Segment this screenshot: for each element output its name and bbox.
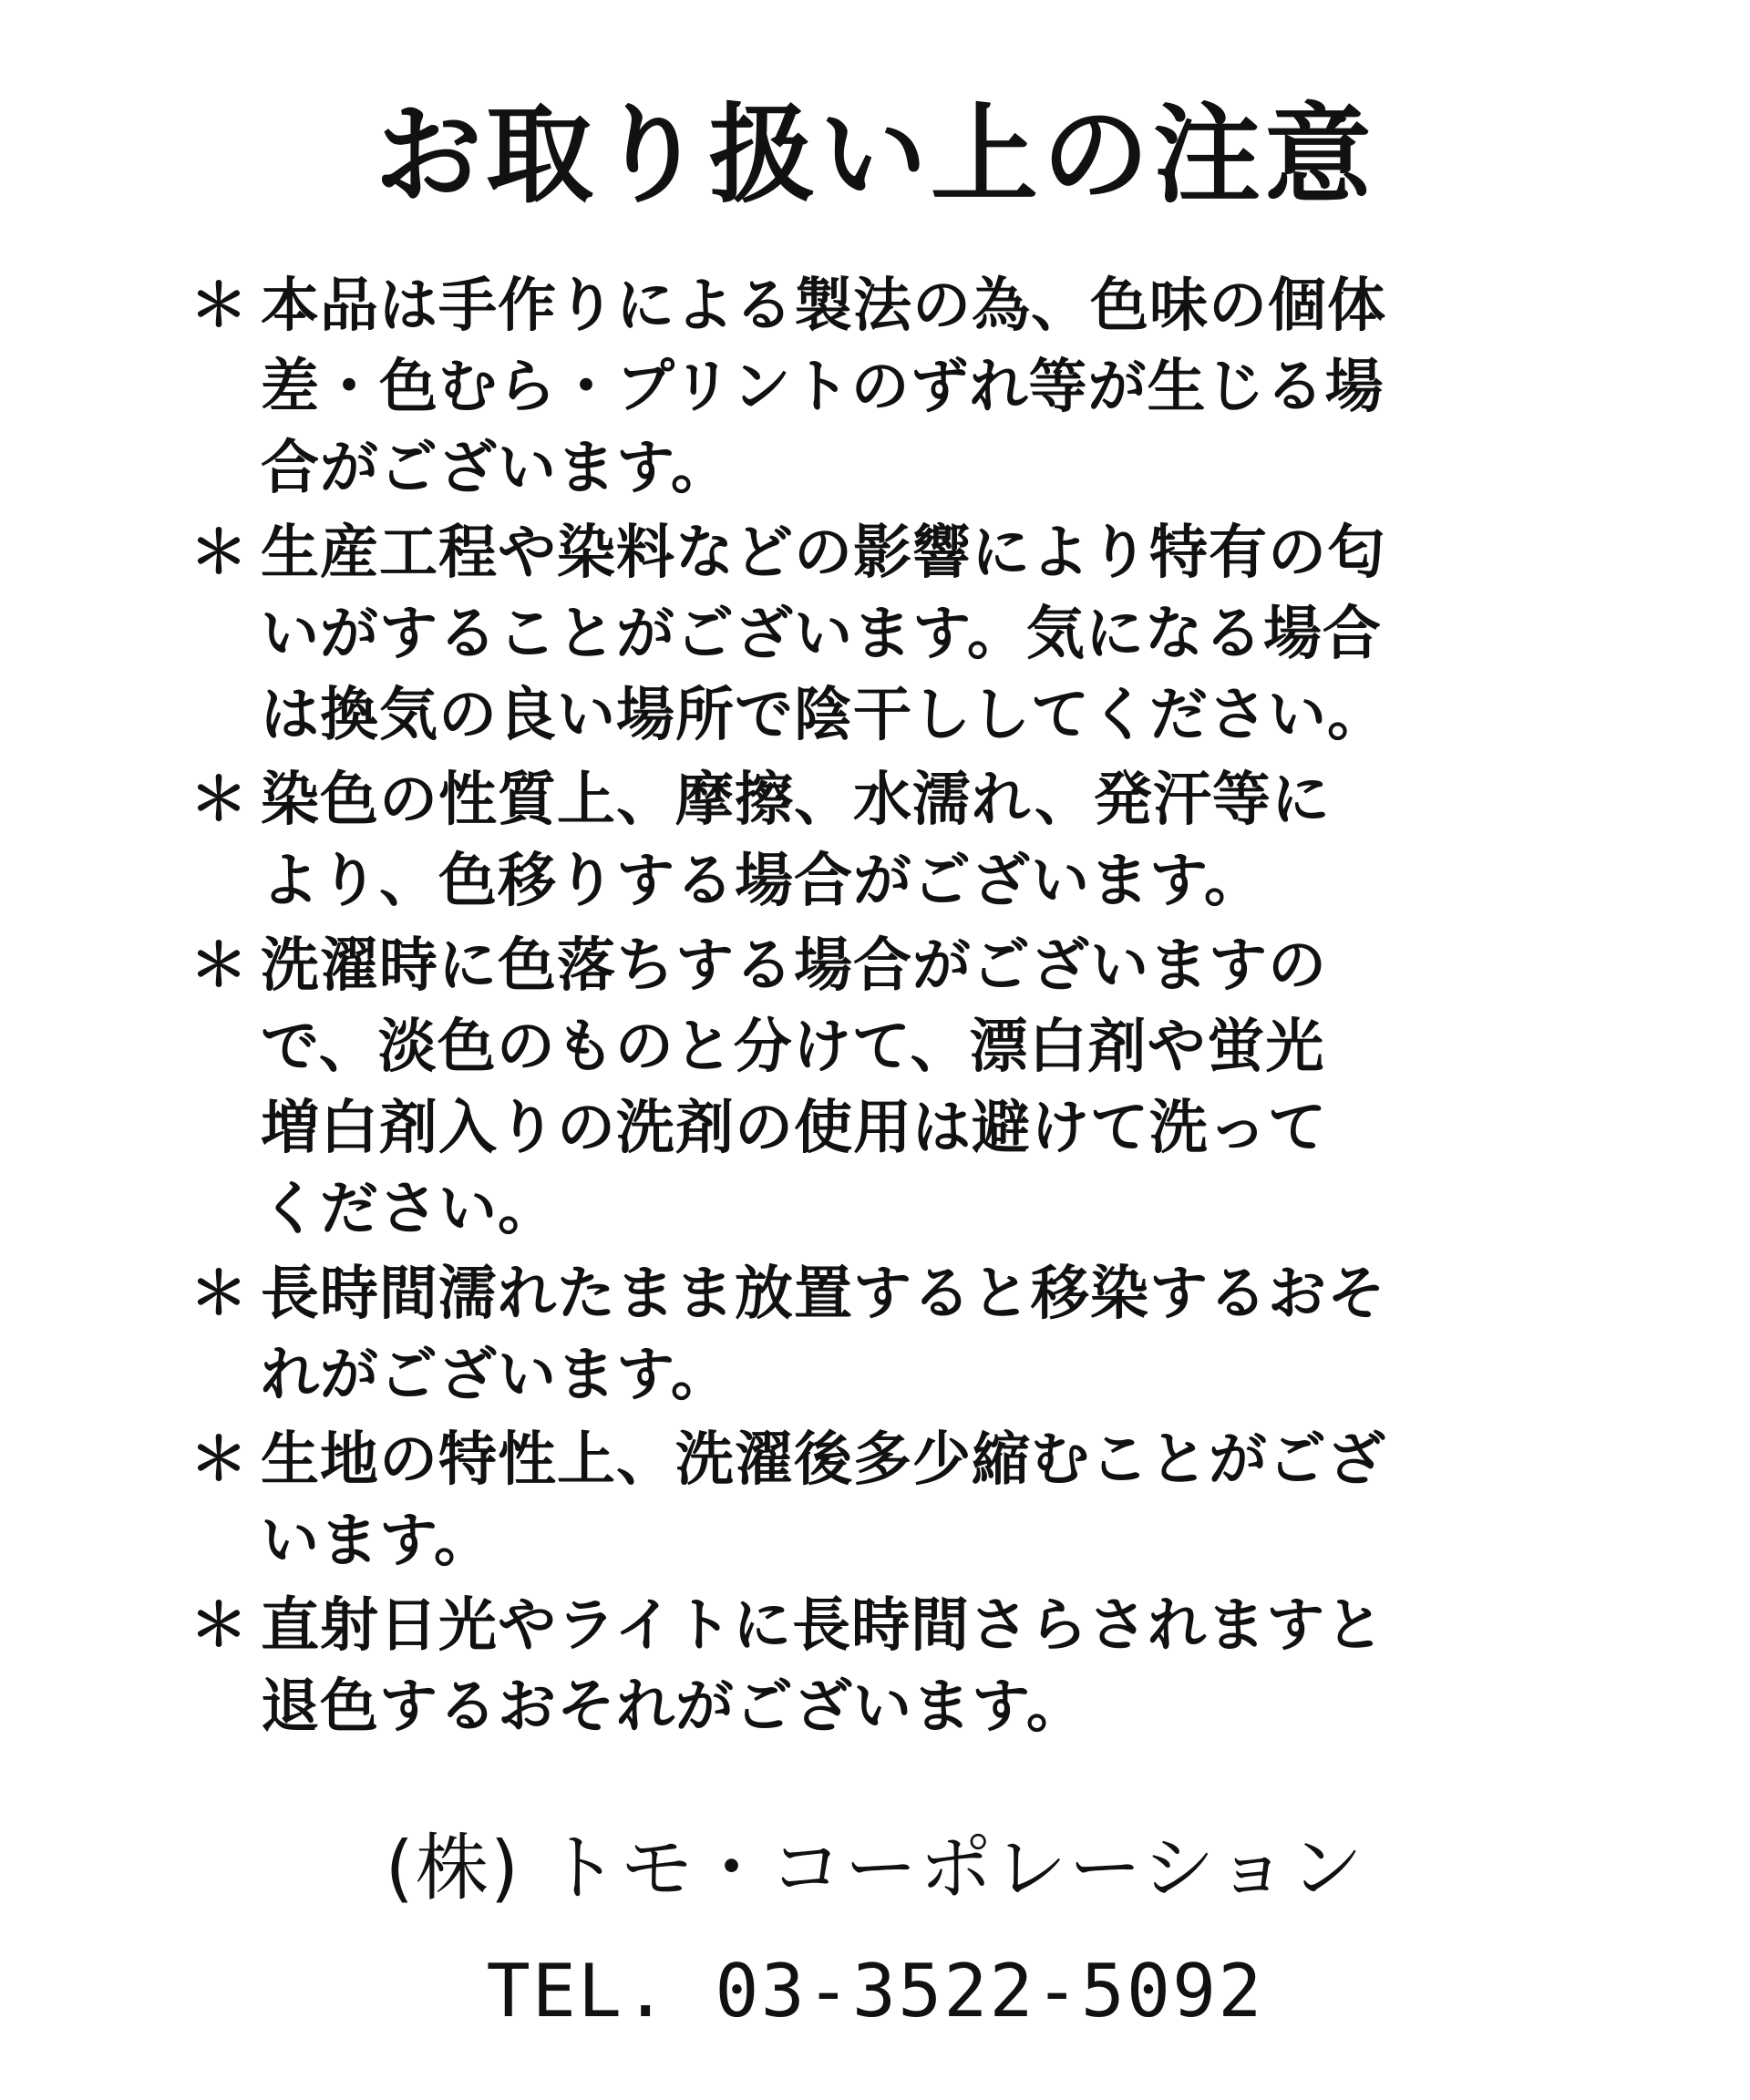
caution-text-line: 染色の性質上、摩擦、水濡れ、発汗等に bbox=[261, 767, 1331, 834]
caution-text-line: れがございます。 bbox=[261, 1342, 730, 1409]
caution-text-line: います。 bbox=[261, 1508, 493, 1575]
caution-text-line: 生産工程や染料などの影響により特有の匂 bbox=[261, 520, 1386, 587]
caution-list bbox=[190, 266, 1575, 1752]
caution-text-line: 差・色むら・プリントのずれ等が生じる場 bbox=[261, 354, 1385, 421]
asterisk-icon: ＊ bbox=[190, 520, 249, 587]
caution-text-line: 長時間濡れたまま放置すると移染するおそ bbox=[261, 1261, 1386, 1328]
caution-item bbox=[190, 926, 1575, 1251]
caution-text-line: は換気の良い場所で陰干ししてください。 bbox=[261, 682, 1386, 749]
asterisk-icon: ＊ bbox=[190, 932, 249, 1000]
caution-item bbox=[190, 266, 1575, 510]
caution-text-line: 本品は手作りによる製法の為、色味の個体 bbox=[261, 273, 1386, 340]
caution-text-line: より、色移りする場合がございます。 bbox=[261, 848, 1263, 915]
caution-text-line: 増白剤入りの洗剤の使用は避けて洗って bbox=[261, 1095, 1327, 1162]
phone-number: TEL. 03-3522-5092 bbox=[486, 1949, 1264, 2033]
caution-text-line: 合がございます。 bbox=[261, 435, 730, 502]
caution-item bbox=[190, 760, 1575, 922]
caution-item bbox=[190, 1586, 1575, 1748]
asterisk-icon: ＊ bbox=[190, 1261, 249, 1328]
page-title: お取り扱い上の注意 bbox=[374, 92, 1375, 218]
asterisk-icon: ＊ bbox=[190, 767, 249, 834]
asterisk-icon: ＊ bbox=[190, 1426, 249, 1494]
caution-text-line: ください。 bbox=[261, 1176, 557, 1243]
company-name: (株) トモ・コーポレーション bbox=[385, 1826, 1365, 1910]
asterisk-icon: ＊ bbox=[190, 273, 249, 340]
caution-text-line: で、淡色のものと分けて、漂白剤や蛍光 bbox=[261, 1014, 1325, 1081]
caution-text-line: いがすることがございます。気になる場合 bbox=[261, 601, 1382, 668]
caution-item bbox=[190, 1254, 1575, 1416]
caution-text-line: 退色するおそれがございます。 bbox=[261, 1673, 1086, 1741]
caution-text-line: 洗濯時に色落ちする場合がございますの bbox=[261, 932, 1327, 1000]
caution-item bbox=[190, 513, 1575, 757]
caution-item bbox=[190, 1420, 1575, 1582]
asterisk-icon: ＊ bbox=[190, 1592, 249, 1660]
caution-text-line: 直射日光やライトに長時間さらされますと bbox=[261, 1592, 1385, 1660]
caution-text-line: 生地の特性上、洗濯後多少縮むことがござ bbox=[261, 1426, 1386, 1494]
